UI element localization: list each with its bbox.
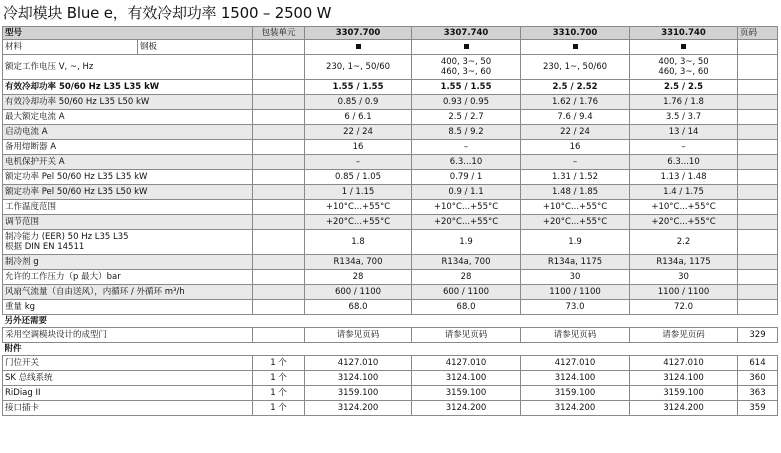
page-header: 页码 [738, 27, 778, 40]
part-number: 3124.200 [412, 401, 521, 416]
spec-value: 1.55 / 1.55 [305, 80, 412, 95]
spec-value: 230, 1~, 50/60 [305, 55, 412, 80]
model-number: 3310.740 [630, 27, 738, 40]
spec-label: 制冷剂 g [3, 255, 253, 270]
page-cell [738, 200, 778, 215]
page-number: 363 [738, 386, 778, 401]
spec-label: 允许的工作压力（p 最大）bar [3, 270, 253, 285]
spec-value: 28 [412, 270, 521, 285]
part-number: 4127.010 [412, 356, 521, 371]
spec-value: +20°C...+55°C [305, 215, 412, 230]
model-header: 型号 [3, 27, 253, 40]
unit-cell [253, 110, 305, 125]
page-cell [738, 40, 778, 55]
spec-value: 8.5 / 9.2 [412, 125, 521, 140]
spec-value: – [412, 140, 521, 155]
unit-cell [253, 170, 305, 185]
spec-value: 7.6 / 9.4 [521, 110, 630, 125]
spec-row [3, 230, 778, 255]
spec-value: 1.62 / 1.76 [521, 95, 630, 110]
page-cell [738, 285, 778, 300]
spec-label: 电机保护开关 A [3, 155, 253, 170]
spec-value: 2.5 / 2.7 [412, 110, 521, 125]
spec-value: 0.85 / 0.9 [305, 95, 412, 110]
spec-value: – [630, 140, 738, 155]
page-cell [738, 110, 778, 125]
page-number: 329 [738, 328, 778, 343]
spec-value: +20°C...+55°C [412, 215, 521, 230]
material-value: 钢板 [138, 40, 253, 55]
unit-cell: 1 个 [253, 386, 305, 401]
accessory-row [3, 371, 778, 386]
page-cell [738, 170, 778, 185]
page-cell [738, 140, 778, 155]
part-number: 3159.100 [305, 386, 412, 401]
spec-value: 6.3...10 [630, 155, 738, 170]
unit-cell [253, 80, 305, 95]
spec-value: 68.0 [412, 300, 521, 315]
spec-value: 72.0 [630, 300, 738, 315]
page-number: 360 [738, 371, 778, 386]
page-cell [738, 80, 778, 95]
spec-value: 2.5 / 2.52 [521, 80, 630, 95]
spec-value: 22 / 24 [521, 125, 630, 140]
part-number: 请参见页码 [630, 328, 738, 343]
page-number: 359 [738, 401, 778, 416]
spec-value: 1100 / 1100 [630, 285, 738, 300]
square-bullet-icon [573, 44, 578, 49]
spec-row [3, 215, 778, 230]
spec-value: 1.31 / 1.52 [521, 170, 630, 185]
also-required-row [3, 328, 778, 343]
accessory-label: RiDiag II [3, 386, 253, 401]
spec-value: 2.2 [630, 230, 738, 255]
spec-row [3, 300, 778, 315]
spec-row [3, 55, 778, 80]
spec-value: 1.76 / 1.8 [630, 95, 738, 110]
unit-cell [253, 285, 305, 300]
spec-table-body [3, 27, 778, 416]
spec-label: 工作温度范围 [3, 200, 253, 215]
spec-value: 16 [305, 140, 412, 155]
part-number: 3159.100 [630, 386, 738, 401]
spec-value: 600 / 1100 [412, 285, 521, 300]
spec-row [3, 200, 778, 215]
unit-cell [253, 140, 305, 155]
spec-label: 启动电流 A [3, 125, 253, 140]
spec-value: +10°C...+55°C [305, 200, 412, 215]
unit-cell [253, 95, 305, 110]
part-number: 3124.200 [521, 401, 630, 416]
spec-value: 68.0 [305, 300, 412, 315]
spec-value: 13 / 14 [630, 125, 738, 140]
spec-row [3, 155, 778, 170]
spec-row [3, 185, 778, 200]
accessory-label: SK 总线系统 [3, 371, 253, 386]
spec-row [3, 285, 778, 300]
spec-value: R134a, 1175 [521, 255, 630, 270]
unit-cell [253, 125, 305, 140]
spec-row [3, 140, 778, 155]
spec-value: 28 [305, 270, 412, 285]
spec-value: 0.93 / 0.95 [412, 95, 521, 110]
page-cell [738, 230, 778, 255]
spec-table [2, 26, 778, 416]
part-number: 请参见页码 [521, 328, 630, 343]
material-row [3, 40, 778, 55]
available-mark [412, 40, 521, 55]
spec-value: 1.9 [412, 230, 521, 255]
page-cell [738, 55, 778, 80]
unit-header: 包装单元 [253, 27, 305, 40]
page-cell [738, 95, 778, 110]
spec-row [3, 110, 778, 125]
unit-cell [253, 230, 305, 255]
spec-row [3, 125, 778, 140]
available-mark [305, 40, 412, 55]
model-number: 3307.740 [412, 27, 521, 40]
spec-value: – [521, 155, 630, 170]
part-number: 4127.010 [305, 356, 412, 371]
accessory-heading: 附件 [3, 343, 778, 356]
part-number: 3124.100 [630, 371, 738, 386]
spec-label: 重量 kg [3, 300, 253, 315]
spec-value: 1.13 / 1.48 [630, 170, 738, 185]
spec-value: +20°C...+55°C [521, 215, 630, 230]
spec-value: 400, 3~, 50 460, 3~, 60 [630, 55, 738, 80]
spec-value: R134a, 700 [412, 255, 521, 270]
part-number: 4127.010 [521, 356, 630, 371]
page-cell [738, 185, 778, 200]
spec-value: 1 / 1.15 [305, 185, 412, 200]
spec-value: 6.3...10 [412, 155, 521, 170]
part-number: 3124.100 [412, 371, 521, 386]
available-mark [521, 40, 630, 55]
part-number: 3159.100 [521, 386, 630, 401]
accessory-label: 接口插卡 [3, 401, 253, 416]
spec-label: 有效冷却功率 50/60 Hz L35 L50 kW [3, 95, 253, 110]
spec-row [3, 270, 778, 285]
spec-label: 制冷能力 (EER) 50 Hz L35 L35 根据 DIN EN 14511 [3, 230, 253, 255]
spec-value: 6 / 6.1 [305, 110, 412, 125]
unit-cell [253, 55, 305, 80]
spec-value: 600 / 1100 [305, 285, 412, 300]
spec-value: 73.0 [521, 300, 630, 315]
page-number: 614 [738, 356, 778, 371]
part-number: 4127.010 [630, 356, 738, 371]
unit-cell [253, 328, 305, 343]
also-required-label: 采用空调模块设计的成型门 [3, 328, 253, 343]
spec-label: 额定工作电压 V, ~, Hz [3, 55, 253, 80]
spec-value: 1.9 [521, 230, 630, 255]
spec-value: 30 [630, 270, 738, 285]
available-mark [630, 40, 738, 55]
spec-row [3, 255, 778, 270]
spec-value: 0.85 / 1.05 [305, 170, 412, 185]
spec-value: – [305, 155, 412, 170]
spec-row [3, 95, 778, 110]
unit-cell [253, 155, 305, 170]
spec-value: 1.4 / 1.75 [630, 185, 738, 200]
unit-cell [253, 300, 305, 315]
spec-value: +10°C...+55°C [521, 200, 630, 215]
page-cell [738, 270, 778, 285]
page-cell [738, 155, 778, 170]
unit-cell [253, 185, 305, 200]
spec-value: +10°C...+55°C [630, 200, 738, 215]
part-number: 3124.200 [305, 401, 412, 416]
page-cell [738, 300, 778, 315]
spec-value: 30 [521, 270, 630, 285]
spec-value: R134a, 1175 [630, 255, 738, 270]
spec-label: 最大额定电流 A [3, 110, 253, 125]
unit-cell [253, 215, 305, 230]
spec-row [3, 170, 778, 185]
model-number: 3307.700 [305, 27, 412, 40]
spec-label: 有效冷却功率 50/60 Hz L35 L35 kW [3, 80, 253, 95]
spec-value: +20°C...+55°C [630, 215, 738, 230]
spec-label: 风扇气流量（自由送风），内循环 / 外循环 m³/h [3, 285, 253, 300]
spec-label: 额定功率 Pel 50/60 Hz L35 L35 kW [3, 170, 253, 185]
part-number: 请参见页码 [305, 328, 412, 343]
spec-label: 额定功率 Pel 50/60 Hz L35 L50 kW [3, 185, 253, 200]
accessory-row [3, 401, 778, 416]
model-number: 3310.700 [521, 27, 630, 40]
spec-value: 22 / 24 [305, 125, 412, 140]
spec-value: 0.9 / 1.1 [412, 185, 521, 200]
square-bullet-icon [681, 44, 686, 49]
unit-cell [253, 40, 305, 55]
spec-value: 400, 3~, 50 460, 3~, 60 [412, 55, 521, 80]
part-number: 3159.100 [412, 386, 521, 401]
spec-value: 1.48 / 1.85 [521, 185, 630, 200]
square-bullet-icon [356, 44, 361, 49]
part-number: 请参见页码 [412, 328, 521, 343]
header-row [3, 27, 778, 40]
spec-label: 备用熔断器 A [3, 140, 253, 155]
accessory-row [3, 386, 778, 401]
page-cell [738, 255, 778, 270]
unit-cell: 1 个 [253, 371, 305, 386]
part-number: 3124.200 [630, 401, 738, 416]
also-required-heading: 另外还需要 [3, 315, 778, 328]
spec-value: 230, 1~, 50/60 [521, 55, 630, 80]
spec-value: 1100 / 1100 [521, 285, 630, 300]
spec-row [3, 80, 778, 95]
spec-value: 2.5 / 2.5 [630, 80, 738, 95]
part-number: 3124.100 [305, 371, 412, 386]
page-cell [738, 125, 778, 140]
unit-cell [253, 200, 305, 215]
spec-label: 调节范围 [3, 215, 253, 230]
spec-value: +10°C...+55°C [412, 200, 521, 215]
spec-value: 0.79 / 1 [412, 170, 521, 185]
accessory-heading-row [3, 343, 778, 356]
unit-cell: 1 个 [253, 401, 305, 416]
spec-value: 16 [521, 140, 630, 155]
part-number: 3124.100 [521, 371, 630, 386]
unit-cell: 1 个 [253, 356, 305, 371]
unit-cell [253, 270, 305, 285]
accessory-row [3, 356, 778, 371]
unit-cell [253, 255, 305, 270]
spec-value: R134a, 700 [305, 255, 412, 270]
spec-value: 1.8 [305, 230, 412, 255]
accessory-label: 门位开关 [3, 356, 253, 371]
spec-value: 3.5 / 3.7 [630, 110, 738, 125]
spec-value: 1.55 / 1.55 [412, 80, 521, 95]
material-label: 材料 [3, 40, 138, 55]
square-bullet-icon [464, 44, 469, 49]
page-title: 冷却模块 Blue e，有效冷却功率 1500 – 2500 W [3, 4, 332, 22]
also-required-heading-row [3, 315, 778, 328]
page-cell [738, 215, 778, 230]
